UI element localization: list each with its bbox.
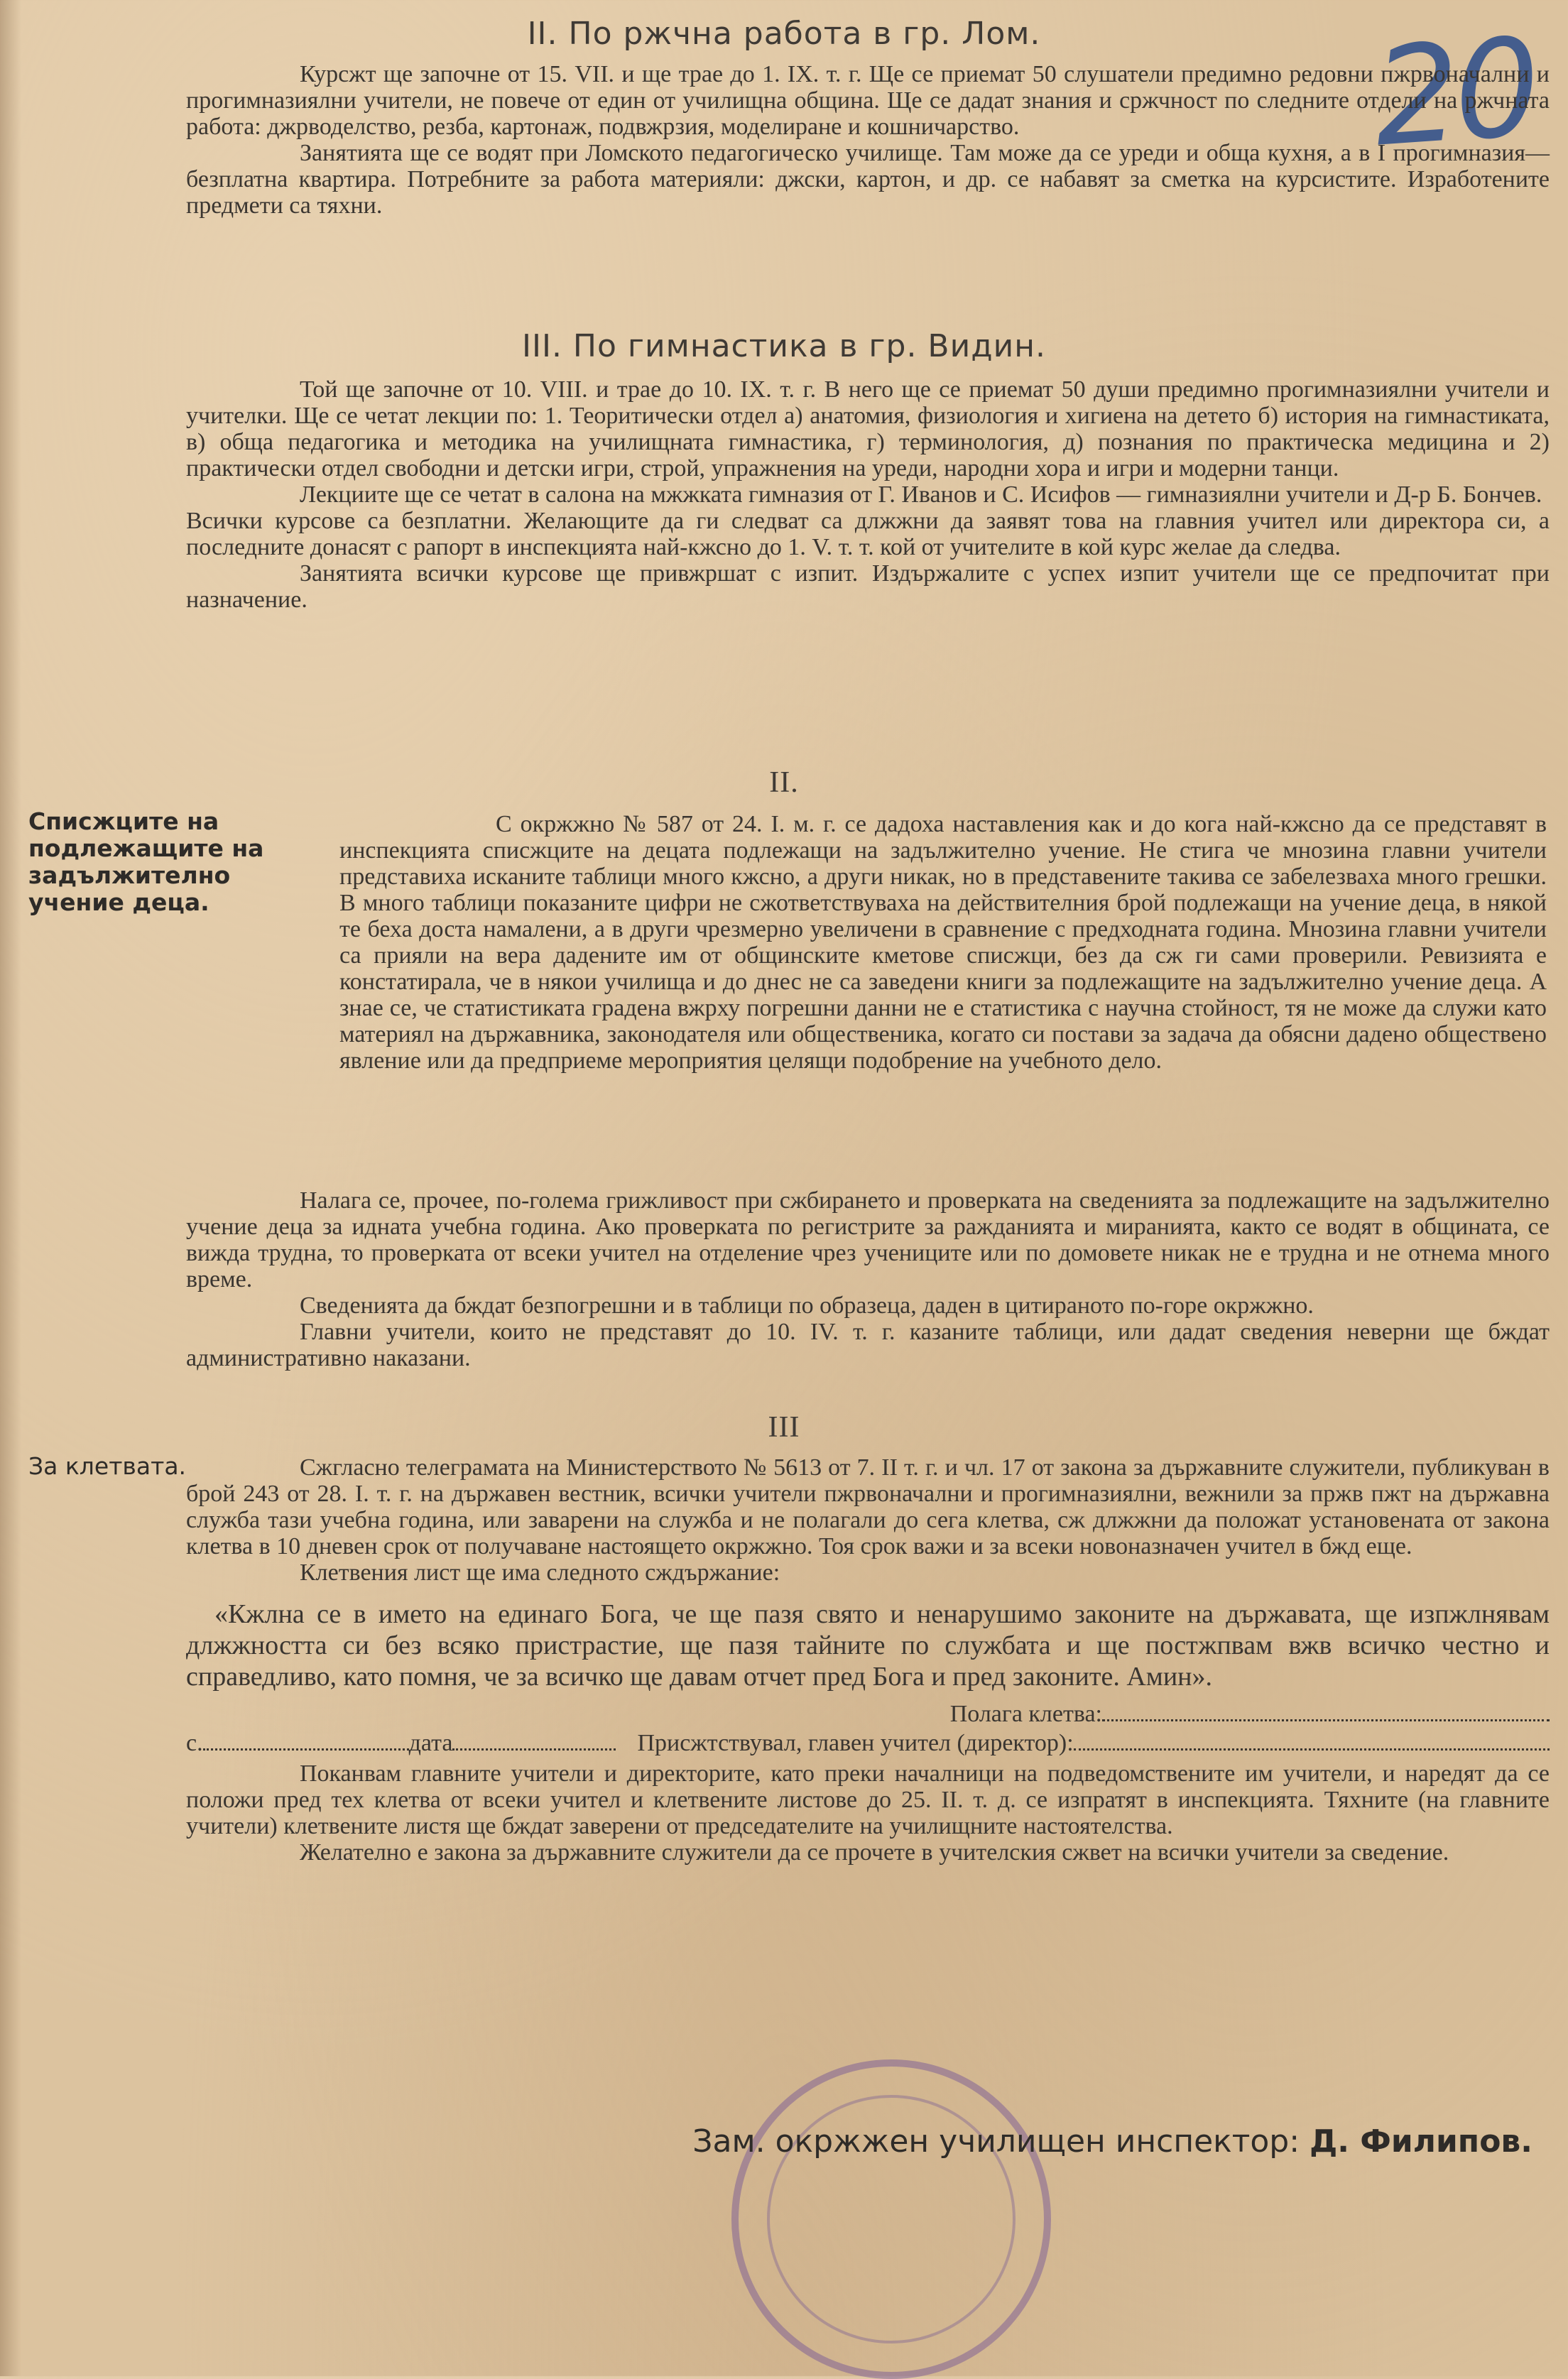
- margin-note-oath: За клетвата.: [28, 1452, 187, 1480]
- gymnastics-body: [186, 376, 1550, 613]
- heading-lists: II.: [769, 766, 799, 799]
- date-field[interactable]: [452, 1741, 616, 1751]
- oath-paragraph: Сжгласно телеграмата на Министерството № 5613 от 7. II т. г. и чл. 17 от закона за държавните служители, публикуван в брой 243 от 28. I. т. г. на държавен вестник, всички учители пжрвоначални и прогимназиялни, вежнили за пржв пжт на държавна служба тази учебна година, или заварени на служба и не полагали до сега клетва, сж длжжни да положат установената от закона клетва в 10 дневен срок от получаване настоящето окржжно. Тоя срок важи и за всеки новоназначен учител в бжд еще.: [186, 1454, 1550, 1559]
- heading-gymnastics: III. По гимнастика в гр. Видин.: [522, 328, 1046, 364]
- gymnastics-paragraph: Лекциите ще се четат в салона на мжжката гимназия от Г. Иванов и С. Исифов — гимназиялни учители и Д-р Б. Бончев.: [300, 481, 1542, 508]
- lists-body-top: [339, 811, 1547, 1074]
- place-label: с.: [186, 1730, 203, 1756]
- place-field[interactable]: [203, 1741, 409, 1751]
- heading-oath: III: [768, 1411, 800, 1444]
- witness-label: Присжтствувал, главен учител (директор):: [637, 1730, 1074, 1756]
- gymnastics-paragraph: Всички курсове са безплатни. Желающите да ги следват са длжжни да заявят това на главния учител или директора си, а последните донасят с рапорт в инспекцията най-кжсно до 1. V. т. т. кой от учителите в кой курс желае да следва.: [186, 508, 1550, 560]
- date-label: дата: [408, 1730, 453, 1756]
- lists-paragraph: Налага се, прочее, по-голема грижливост при сжбирането и проверката на сведенията за подлежащите на задължително учение деца за идната учебна година. Ако проверката по регистрите за ражданията и миранията, както се водят в общината, се вижда трудна, то проверката от всеки учител на отделение чрез учениците или по домовете никак не е трудна и не отнема много време.: [186, 1187, 1550, 1292]
- margin-note-lists: Списжците на подлежащите на задължително учение деца.: [28, 807, 264, 916]
- lists-paragraph: Сведенията да бждат безпогрешни и в таблици по образеца, даден в цитираното по-горе окржжно.: [300, 1292, 1314, 1319]
- pottery-paragraph: Курсжт ще започне от 15. VII. и ще трае до 1. IX. т. г. Ще се приемат 50 слушатели предимно редовни пжрвоначални и прогимназиялни учители, не повече от един от училищна община. Ще се дадат знания и сржчност по следните отдели на ржчната работа: джрводелство, резба, картонаж, подвжрзия, моделиране и кошничарство.: [186, 61, 1550, 140]
- oath-signature-field[interactable]: [1102, 1712, 1550, 1721]
- oath-text-block: [186, 1599, 1550, 1692]
- oath-paragraph: Клетвения лист ще има следното сждържание:: [300, 1559, 780, 1586]
- lists-body: [186, 1187, 1550, 1371]
- gymnastics-paragraph: Той ще започне от 10. VIII. и трае до 10. IX. т. г. В него ще се приемат 50 души предимно прогимназиялни учители и учителки. Ще се четат лекции по: 1. Теоритически отдел а) анатомия, физиология и хигиена на детето б) история на гимнастиката, в) обща педагогика и методика на училищната гимнастика, г) терминология, д) познания по практическа медицина и 2) практически отдел свободни и детски игри, строй, упражнения на уреди, народни хора и игри и модерни танци.: [186, 376, 1550, 481]
- heading-pottery: II. По ржчна работа в гр. Лом.: [527, 16, 1041, 52]
- pottery-paragraph: Занятията ще се водят при Ломското педагогическо училище. Там може да се уреди и обща кухня, а в I прогимназия—безплатна квартира. Потребните за работа материяли: джски, картон, и др. се набавят за сметка на курсистите. Изработените предмети са тяхни.: [186, 140, 1550, 219]
- handwritten-page-number: 20: [1368, 9, 1540, 177]
- signature-title: Зам. окржжен училищен инспектор:: [692, 2123, 1300, 2160]
- lists-paragraph: Главни учители, които не представят до 10. IV. т. г. казаните таблици, или дадат сведения неверни ще бждат административно наказани.: [186, 1319, 1550, 1371]
- closing-paragraph: Поканвам главните учители и директорите, като преки началници на подведомствените им учители, и наредят да се положи пред тех клетва от всеки учител и клетвените листове до 25. II. т. д. се изпратят в инспекцията. Тяхните (на главните учители) клетвените листя ще бждат заверени от председателите на училищните настоятелства.: [186, 1760, 1550, 1839]
- signature-name: Д. Филипов.: [1310, 2123, 1532, 2160]
- official-stamp: [731, 2059, 1051, 2379]
- gymnastics-paragraph: Занятията всички курсове ще привжршат с изпит. Издържалите с успех изпит учители ще се предпочитат при назначение.: [186, 560, 1550, 613]
- inspector-signature: [692, 2123, 1532, 2160]
- witness-line: [186, 1730, 1550, 1756]
- oath-body: [186, 1454, 1550, 1866]
- witness-field[interactable]: [1074, 1741, 1550, 1751]
- oath-text: «Кжлна се в името на единаго Бога, че ще пазя свято и ненарушимо законите на държавата, ще изпжлнявам длжжността си без всяко пристрастие, ще пазя тайните по службата и ще постжпвам вжв всичко честно и справедливо, като помня, че за всичко ще давам отчет пред Бога и пред законите. Амин».: [186, 1599, 1550, 1692]
- oath-signature-line: [186, 1701, 1550, 1727]
- lists-paragraph: С окржжно № 587 от 24. I. м. г. се дадоха наставления как и до кога най-кжсно да се представят в инспекцията списжците на децата подлежащи на задължително учение. Не стига че мнозина главни учители представиха исканите таблици много кжсно, а други никак, но в представените такива се забелезваха много грешки. В много таблици показаните цифри не сжответствуваха на действителния брой подлежащи на учение деца, в някой те беха доста намалени, а в други чрезмерно увеличени в сравнение с предходната година. Мнозина главни учители са прияли на вера дадените им от общинските кметове списжци, без да сж ги сами проверили. Ревизията е констатирала, че в някои училища и до днес не са заведени книги за подлежащите на задължително учение деца. А знае се, че статистиката градена вжрху погрешни данни не е статистика с научна стойност, тя не може да служи като материял на държавника, законодателя или общественика, когато си постави за задача да обясни дадено обществено явление или да предприеме мероприятия целящи подобрение на учебното дело.: [339, 811, 1547, 1074]
- oath-signature-label: Полага клетва:: [949, 1701, 1102, 1727]
- closing-paragraph: Желателно е закона за държавните служители да се прочете в учителския сжвет на всички учители за сведение.: [300, 1839, 1449, 1866]
- pottery-body: [186, 61, 1550, 219]
